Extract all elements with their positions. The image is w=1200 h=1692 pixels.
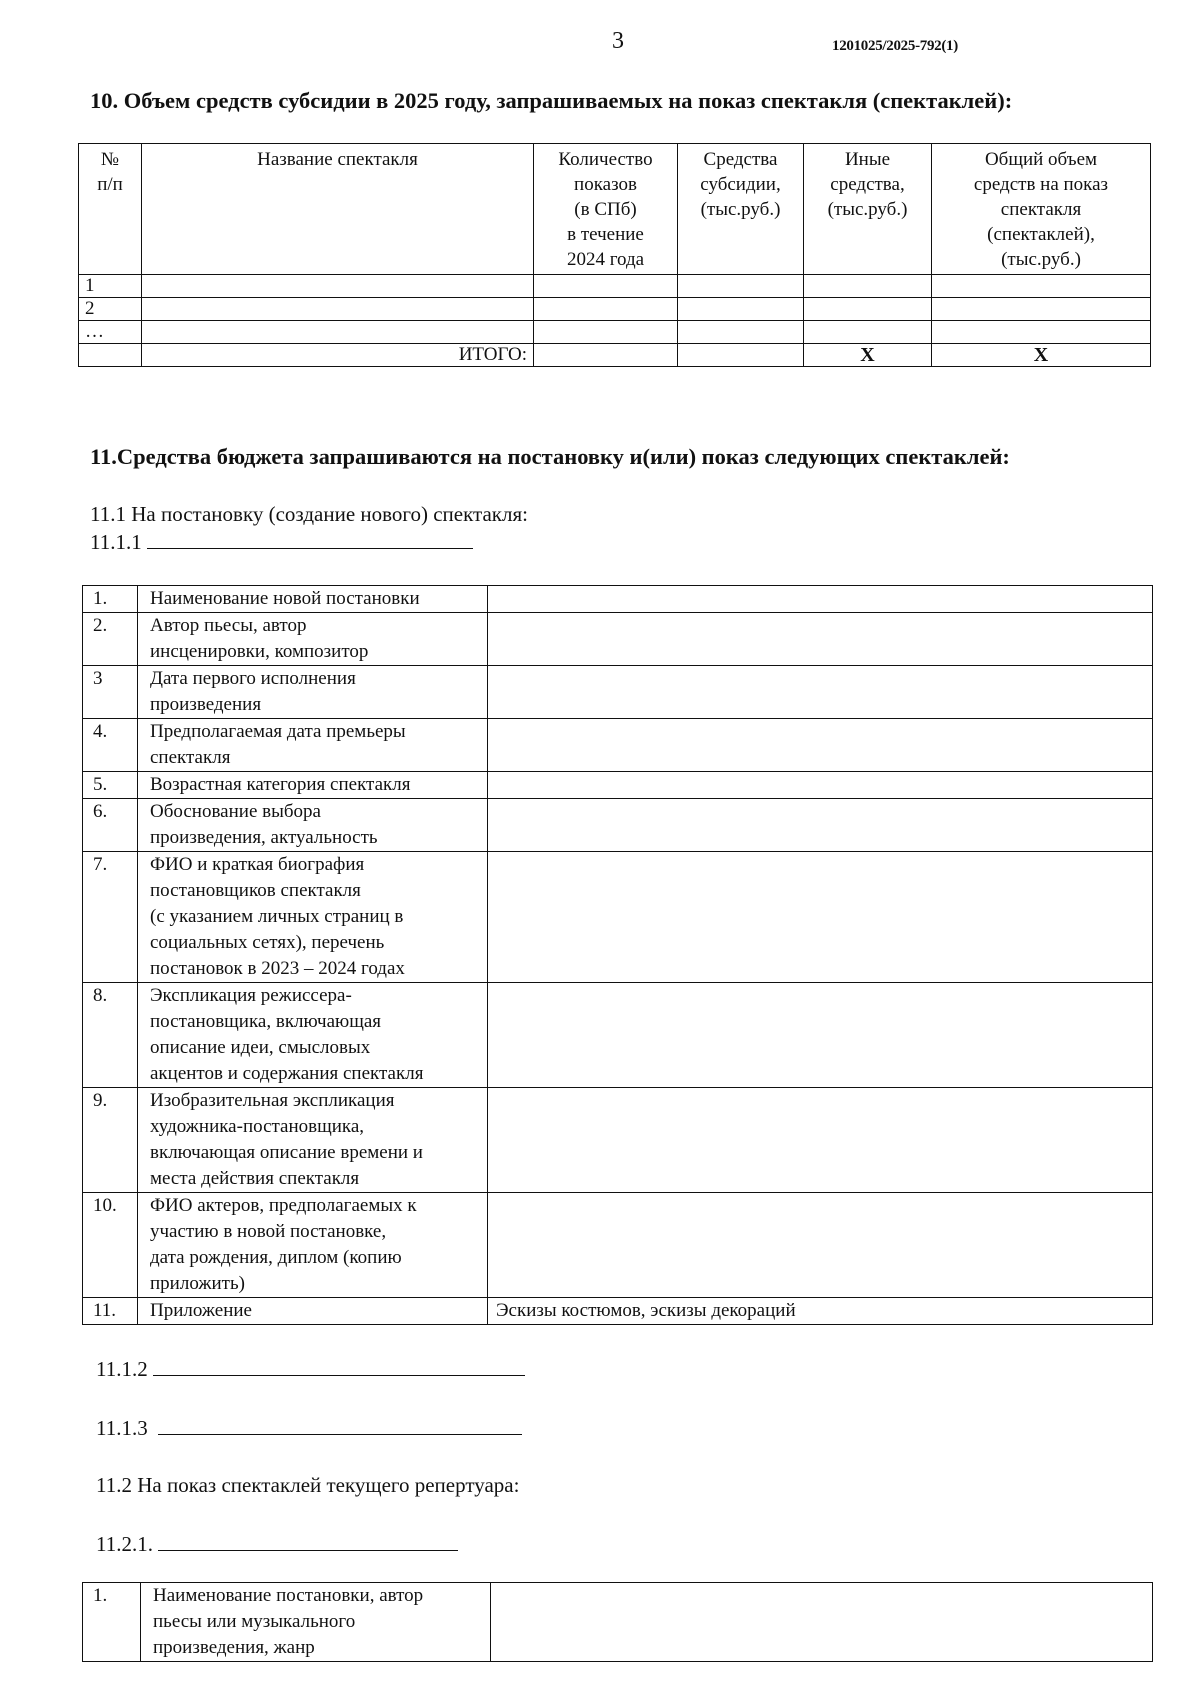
row-value: [488, 983, 1153, 1088]
section-11-title: 11.Средства бюджета запрашиваются на постановку и(или) показ следующих спектаклей:: [90, 444, 1010, 469]
row-number: 7.: [83, 852, 138, 983]
col-subsidy-header: Средства субсидии, (тыс.руб.): [678, 144, 804, 275]
table-row: [79, 298, 1151, 321]
table-row: [83, 799, 1153, 852]
table-row: [83, 586, 1153, 613]
row-number: 3: [83, 666, 138, 719]
row-value: [488, 666, 1153, 719]
row-value: Эскизы костюмов, эскизы декораций: [488, 1298, 1153, 1325]
col-shows-header: Количество показов (в СПб) в течение 2024 года: [534, 144, 678, 275]
table-row: [83, 1583, 1153, 1662]
row-number: 2: [79, 298, 142, 321]
table-row: [83, 852, 1153, 983]
row-label: Экспликация режиссера- постановщика, включающая описание идеи, смысловых акцентов и содержания спектакля: [138, 983, 488, 1088]
row-number: 1.: [83, 586, 138, 613]
row-number: 11.: [83, 1298, 138, 1325]
row-value: [488, 799, 1153, 852]
row-number: 1: [79, 275, 142, 298]
row-value: [488, 1088, 1153, 1193]
row-number: 10.: [83, 1193, 138, 1298]
table-row: [83, 1298, 1153, 1325]
row-value: [488, 772, 1153, 799]
col-total-header: Общий объем средств на показ спектакля (спектаклей), (тыс.руб.): [932, 144, 1151, 275]
row-label: Дата первого исполнения произведения: [138, 666, 488, 719]
row-label: Автор пьесы, автор инсценировки, композитор: [138, 613, 488, 666]
item-11-2-1: 11.2.1.: [96, 1530, 458, 1557]
row-label: Предполагаемая дата премьеры спектакля: [138, 719, 488, 772]
item-11-1-3: 11.1.3: [96, 1414, 522, 1441]
row-number: 8.: [83, 983, 138, 1088]
row-value: [488, 852, 1153, 983]
blank-line: [147, 528, 473, 549]
table-row: [79, 275, 1151, 298]
current-repertoire-table: [82, 1582, 1153, 1662]
page-number: 3: [612, 28, 624, 54]
subsection-11-1-title: 11.1 На постановку (создание нового) спектакля:: [90, 502, 528, 526]
row-number: 5.: [83, 772, 138, 799]
blank-line: [158, 1414, 522, 1435]
row-number: 6.: [83, 799, 138, 852]
row-value: [488, 586, 1153, 613]
subsection-11-2-title: 11.2 На показ спектаклей текущего репертуара:: [96, 1473, 520, 1497]
table-row: [83, 719, 1153, 772]
row-label: Возрастная категория спектакля: [138, 772, 488, 799]
row-number: 1.: [83, 1583, 141, 1662]
col-title-header: Название спектакля: [142, 144, 534, 275]
section-10-title: 10. Объем средств субсидии в 2025 году, запрашиваемых на показ спектакля (спектаклей):: [90, 88, 1013, 113]
row-number: 2.: [83, 613, 138, 666]
table-row: [83, 613, 1153, 666]
subsidy-table: [78, 143, 1151, 367]
item-11-1-2: 11.1.2: [96, 1355, 525, 1382]
col-number-header: № п/п: [79, 144, 142, 275]
table-row: [83, 1193, 1153, 1298]
document-id: 1201025/2025-792(1): [832, 38, 958, 54]
row-label: ФИО и краткая биография постановщиков спектакля (с указанием личных страниц в социальных сетях), перечень постановок в 2023 – 2024 годах: [138, 852, 488, 983]
row-number: 9.: [83, 1088, 138, 1193]
x-mark: Х: [932, 344, 1151, 367]
row-value: [488, 613, 1153, 666]
row-label: Изобразительная экспликация художника-постановщика, включающая описание времени и места действия спектакля: [138, 1088, 488, 1193]
new-production-table: [82, 585, 1153, 1325]
row-label: ФИО актеров, предполагаемых к участию в новой постановке, дата рождения, диплом (копию приложить): [138, 1193, 488, 1298]
x-mark: Х: [804, 344, 932, 367]
table-row: [83, 666, 1153, 719]
table-row: [83, 772, 1153, 799]
total-label: ИТОГО:: [142, 344, 534, 367]
table-row: [83, 983, 1153, 1088]
row-number: …: [79, 321, 142, 344]
row-label: Наименование постановки, автор пьесы или музыкального произведения, жанр: [141, 1583, 491, 1662]
table-row: [79, 321, 1151, 344]
row-label: Обоснование выбора произведения, актуальность: [138, 799, 488, 852]
blank-line: [158, 1530, 458, 1551]
table-header-row: [79, 144, 1151, 275]
col-other-funds-header: Иные средства, (тыс.руб.): [804, 144, 932, 275]
row-number: 4.: [83, 719, 138, 772]
item-11-1-1: 11.1.1: [90, 528, 473, 555]
row-value: [491, 1583, 1153, 1662]
table-row: [83, 1088, 1153, 1193]
row-value: [488, 1193, 1153, 1298]
blank-line: [153, 1355, 525, 1376]
row-label: Наименование новой постановки: [138, 586, 488, 613]
total-row: [79, 344, 1151, 367]
row-value: [488, 719, 1153, 772]
row-label: Приложение: [138, 1298, 488, 1325]
